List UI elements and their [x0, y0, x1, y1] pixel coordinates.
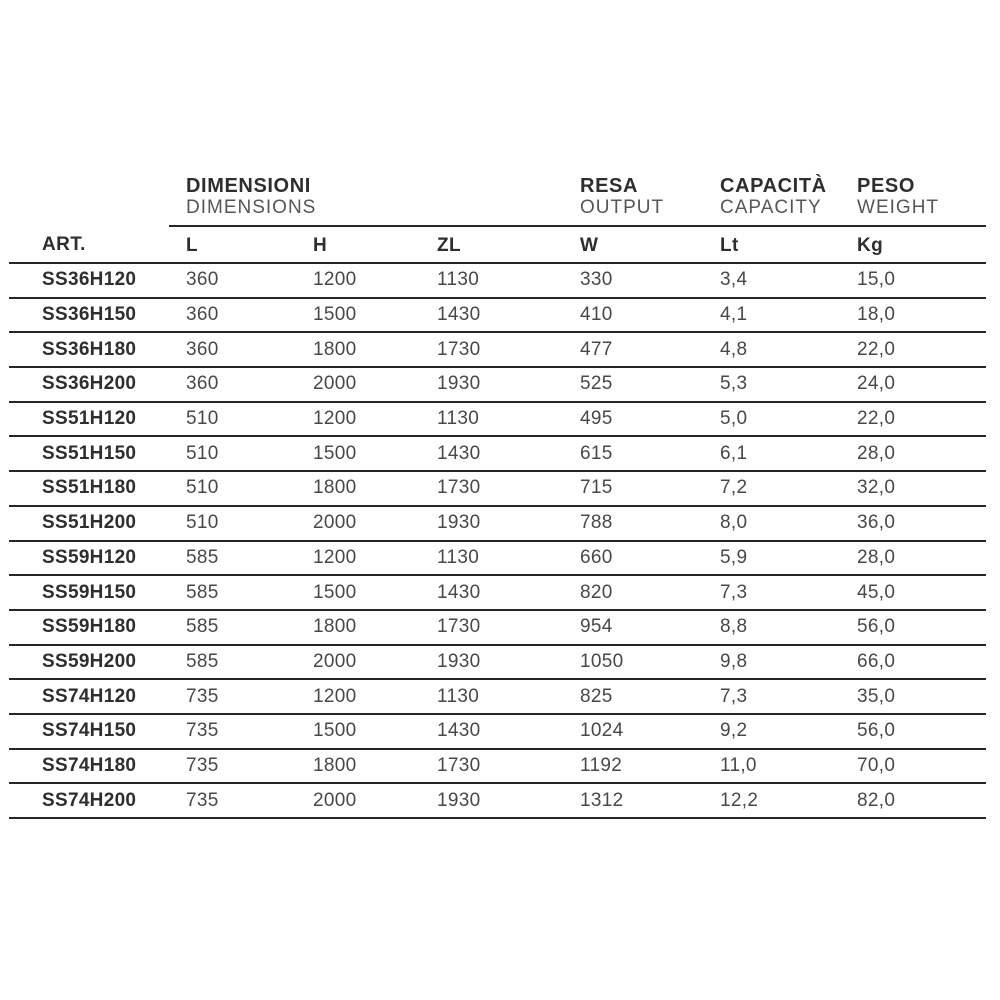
value-cell: 360 [169, 298, 309, 333]
table-row [9, 402, 986, 437]
article-code-cell: SS74H150 [9, 714, 169, 749]
value-cell: 9,2 [716, 714, 853, 749]
group-title-capacity: CAPACITÀ [720, 175, 827, 197]
value-cell: 1800 [309, 471, 433, 506]
article-code-cell: SS59H180 [9, 610, 169, 645]
value-cell: 2000 [309, 645, 433, 680]
value-cell: 2000 [309, 783, 433, 818]
article-code-cell: SS59H200 [9, 645, 169, 680]
value-cell: 1430 [433, 298, 576, 333]
value-cell: 7,3 [716, 679, 853, 714]
value-cell: 585 [169, 541, 309, 576]
value-cell: 24,0 [853, 367, 986, 402]
article-code-cell: SS51H120 [9, 402, 169, 437]
article-code-cell: SS36H180 [9, 332, 169, 367]
value-cell: 7,2 [716, 471, 853, 506]
spec-table-header [9, 175, 986, 263]
value-cell: 735 [169, 679, 309, 714]
value-cell: 5,0 [716, 402, 853, 437]
value-cell: 1500 [309, 436, 433, 471]
column-header-l: L [169, 226, 309, 263]
value-cell: 1200 [309, 541, 433, 576]
column-header-h: H [309, 226, 433, 263]
value-cell: 1930 [433, 783, 576, 818]
article-code-cell: SS51H180 [9, 471, 169, 506]
value-cell: 8,0 [716, 506, 853, 541]
value-cell: 954 [576, 610, 716, 645]
value-cell: 585 [169, 610, 309, 645]
value-cell: 585 [169, 575, 309, 610]
value-cell: 70,0 [853, 749, 986, 784]
value-cell: 45,0 [853, 575, 986, 610]
value-cell: 56,0 [853, 714, 986, 749]
column-header-art: ART. [9, 226, 169, 263]
table-row [9, 645, 986, 680]
table-row [9, 298, 986, 333]
article-code-cell: SS59H150 [9, 575, 169, 610]
article-code-cell: SS74H120 [9, 679, 169, 714]
table-row [9, 332, 986, 367]
column-header-lt: Lt [716, 226, 853, 263]
table-row [9, 541, 986, 576]
value-cell: 1730 [433, 610, 576, 645]
unit-header-row [9, 226, 986, 263]
value-cell: 615 [576, 436, 716, 471]
value-cell: 1430 [433, 436, 576, 471]
table-row [9, 575, 986, 610]
table-row [9, 471, 986, 506]
article-code-cell: SS74H200 [9, 783, 169, 818]
value-cell: 56,0 [853, 610, 986, 645]
value-cell: 1800 [309, 749, 433, 784]
value-cell: 2000 [309, 367, 433, 402]
group-subtitle-weight: WEIGHT [857, 197, 940, 218]
value-cell: 510 [169, 436, 309, 471]
value-cell: 715 [576, 471, 716, 506]
table-row [9, 610, 986, 645]
value-cell: 32,0 [853, 471, 986, 506]
value-cell: 5,9 [716, 541, 853, 576]
value-cell: 735 [169, 714, 309, 749]
value-cell: 477 [576, 332, 716, 367]
value-cell: 360 [169, 367, 309, 402]
group-header-row [9, 175, 986, 226]
value-cell: 1200 [309, 679, 433, 714]
value-cell: 1200 [309, 263, 433, 298]
value-cell: 1130 [433, 541, 576, 576]
article-code-cell: SS51H150 [9, 436, 169, 471]
value-cell: 11,0 [716, 749, 853, 784]
value-cell: 1024 [576, 714, 716, 749]
value-cell: 28,0 [853, 436, 986, 471]
value-cell: 66,0 [853, 645, 986, 680]
value-cell: 35,0 [853, 679, 986, 714]
value-cell: 1430 [433, 714, 576, 749]
table-row [9, 749, 986, 784]
column-header-kg: Kg [853, 226, 986, 263]
value-cell: 18,0 [853, 298, 986, 333]
value-cell: 735 [169, 749, 309, 784]
value-cell: 36,0 [853, 506, 986, 541]
spec-table [9, 175, 986, 819]
table-row [9, 506, 986, 541]
group-title-weight: PESO [857, 175, 916, 197]
value-cell: 1130 [433, 679, 576, 714]
value-cell: 660 [576, 541, 716, 576]
value-cell: 735 [169, 783, 309, 818]
value-cell: 1800 [309, 332, 433, 367]
value-cell: 1730 [433, 471, 576, 506]
column-header-zl: ZL [433, 226, 576, 263]
value-cell: 15,0 [853, 263, 986, 298]
table-row [9, 783, 986, 818]
value-cell: 2000 [309, 506, 433, 541]
value-cell: 585 [169, 645, 309, 680]
value-cell: 12,2 [716, 783, 853, 818]
value-cell: 1130 [433, 263, 576, 298]
spec-table-body [9, 263, 986, 818]
article-code-cell: SS51H200 [9, 506, 169, 541]
value-cell: 510 [169, 506, 309, 541]
group-title-dimensions: DIMENSIONI [186, 175, 311, 197]
article-code-cell: SS59H120 [9, 541, 169, 576]
article-code-cell: SS36H200 [9, 367, 169, 402]
value-cell: 510 [169, 471, 309, 506]
group-subtitle-dimensions: DIMENSIONS [186, 197, 317, 218]
value-cell: 360 [169, 263, 309, 298]
value-cell: 1312 [576, 783, 716, 818]
value-cell: 1500 [309, 298, 433, 333]
value-cell: 7,3 [716, 575, 853, 610]
value-cell: 1930 [433, 506, 576, 541]
value-cell: 1430 [433, 575, 576, 610]
value-cell: 6,1 [716, 436, 853, 471]
value-cell: 525 [576, 367, 716, 402]
value-cell: 510 [169, 402, 309, 437]
table-row [9, 436, 986, 471]
value-cell: 4,1 [716, 298, 853, 333]
table-row [9, 714, 986, 749]
value-cell: 1050 [576, 645, 716, 680]
value-cell: 28,0 [853, 541, 986, 576]
value-cell: 1930 [433, 367, 576, 402]
group-header-dimensions [169, 175, 576, 226]
value-cell: 22,0 [853, 332, 986, 367]
value-cell: 1800 [309, 610, 433, 645]
group-title-output: RESA [580, 175, 638, 197]
value-cell: 4,8 [716, 332, 853, 367]
value-cell: 1192 [576, 749, 716, 784]
table-row [9, 367, 986, 402]
value-cell: 360 [169, 332, 309, 367]
group-header-weight [853, 175, 986, 226]
value-cell: 1730 [433, 332, 576, 367]
article-code-cell: SS74H180 [9, 749, 169, 784]
value-cell: 788 [576, 506, 716, 541]
value-cell: 330 [576, 263, 716, 298]
value-cell: 82,0 [853, 783, 986, 818]
table-row [9, 263, 986, 298]
value-cell: 820 [576, 575, 716, 610]
value-cell: 1130 [433, 402, 576, 437]
group-header-capacity [716, 175, 853, 226]
article-code-cell: SS36H120 [9, 263, 169, 298]
value-cell: 1730 [433, 749, 576, 784]
value-cell: 9,8 [716, 645, 853, 680]
value-cell: 3,4 [716, 263, 853, 298]
article-code-cell: SS36H150 [9, 298, 169, 333]
group-header-output [576, 175, 716, 226]
value-cell: 22,0 [853, 402, 986, 437]
group-header-spacer [9, 175, 169, 226]
value-cell: 825 [576, 679, 716, 714]
value-cell: 495 [576, 402, 716, 437]
value-cell: 8,8 [716, 610, 853, 645]
value-cell: 5,3 [716, 367, 853, 402]
value-cell: 410 [576, 298, 716, 333]
value-cell: 1500 [309, 575, 433, 610]
group-subtitle-output: OUTPUT [580, 197, 665, 218]
column-header-w: W [576, 226, 716, 263]
table-row [9, 679, 986, 714]
value-cell: 1500 [309, 714, 433, 749]
value-cell: 1200 [309, 402, 433, 437]
value-cell: 1930 [433, 645, 576, 680]
group-subtitle-capacity: CAPACITY [720, 197, 822, 218]
